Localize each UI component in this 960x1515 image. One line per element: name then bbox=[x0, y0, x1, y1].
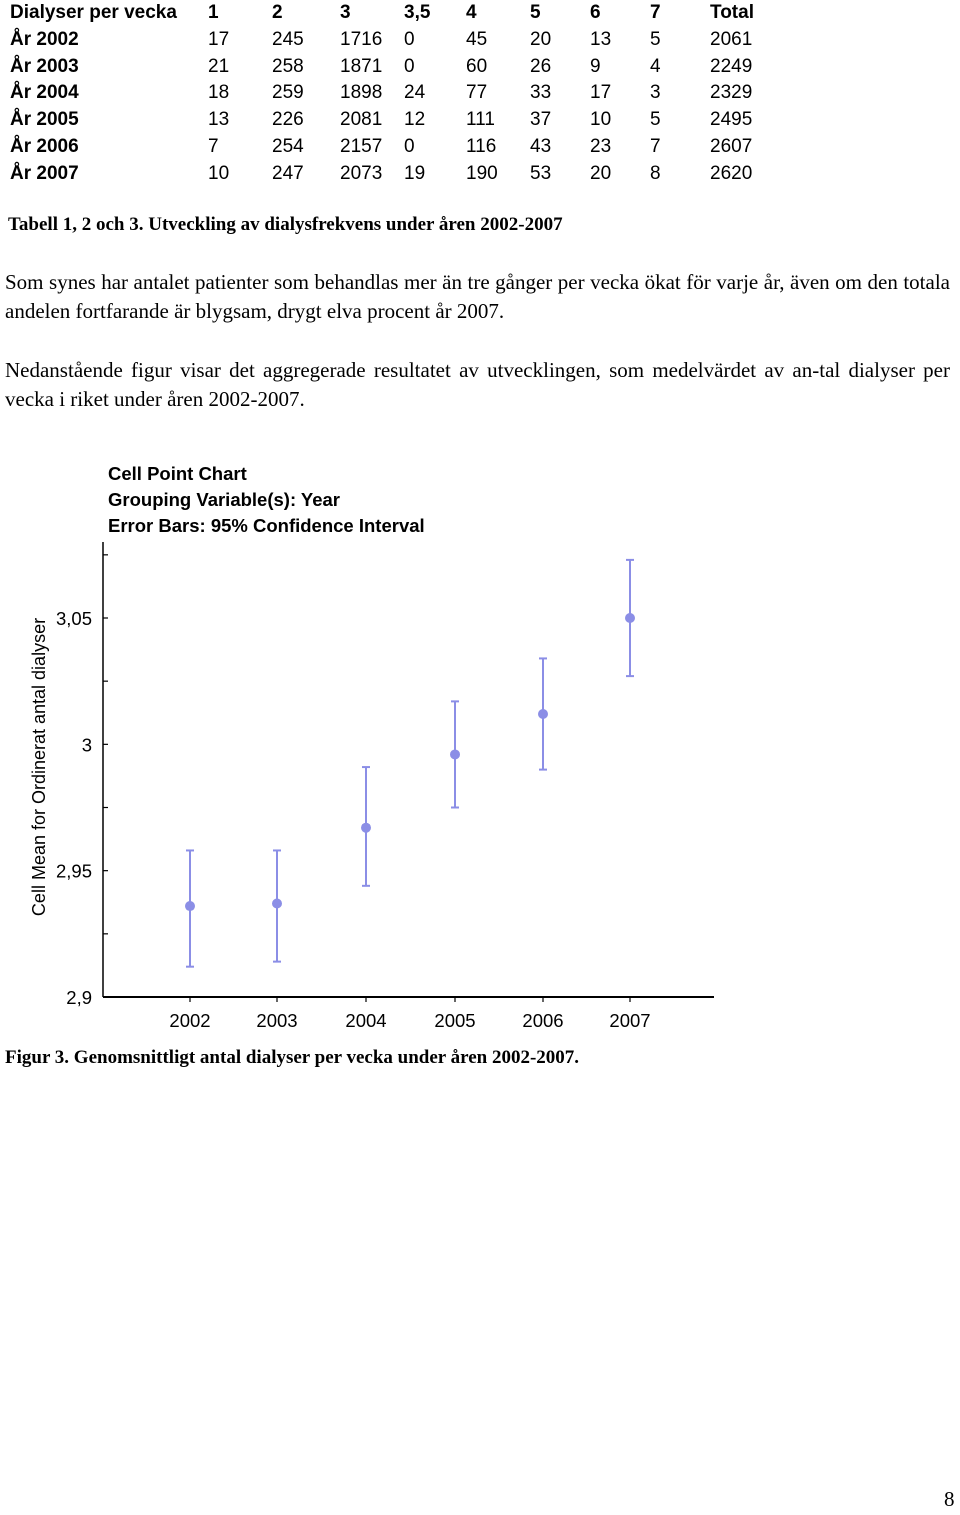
table-header-cell: 5 bbox=[530, 2, 541, 23]
table-cell: 7 bbox=[650, 135, 661, 157]
figure-caption: Figur 3. Genomsnittligt antal dialyser per vecka under åren 2002-2007. bbox=[5, 1047, 580, 1068]
page-number: 8 bbox=[944, 1487, 955, 1511]
table-cell: 13 bbox=[590, 28, 612, 50]
table-cell: 26 bbox=[530, 55, 552, 77]
table-cell: 190 bbox=[466, 162, 498, 184]
table-row bbox=[10, 27, 780, 54]
table-cell: 2620 bbox=[710, 162, 753, 184]
x-tick-label: 2003 bbox=[256, 1010, 298, 1031]
table-cell: 33 bbox=[530, 82, 552, 104]
table-cell: 19 bbox=[404, 162, 426, 184]
table-cell: 21 bbox=[208, 55, 230, 77]
table-row bbox=[10, 161, 780, 188]
data-points bbox=[185, 613, 635, 911]
table-cell: 20 bbox=[530, 28, 552, 50]
table-cell: 2249 bbox=[710, 55, 753, 77]
x-axis bbox=[103, 997, 714, 1031]
table-cell: 1898 bbox=[340, 82, 383, 104]
table-row bbox=[10, 54, 780, 81]
x-tick-label: 2005 bbox=[434, 1010, 476, 1031]
error-bars bbox=[186, 560, 634, 967]
table-header-cell: 3,5 bbox=[404, 2, 431, 23]
row-year-label: År 2006 bbox=[10, 135, 79, 157]
table-header-cell: 2 bbox=[272, 2, 283, 23]
mean-point bbox=[538, 709, 548, 719]
table-cell: 0 bbox=[404, 135, 415, 157]
table-cell: 5 bbox=[650, 109, 661, 131]
table-cell: 4 bbox=[650, 55, 661, 77]
table-cell: 2607 bbox=[710, 135, 753, 157]
table-header-row bbox=[10, 0, 780, 27]
table-cell: 7 bbox=[208, 135, 219, 157]
table-cell: 37 bbox=[530, 109, 552, 131]
table-cell: 60 bbox=[466, 55, 488, 77]
table-cell: 2157 bbox=[340, 135, 383, 157]
row-year-label: År 2002 bbox=[10, 28, 79, 50]
table-cell: 254 bbox=[272, 135, 304, 157]
table-cell: 23 bbox=[590, 135, 612, 157]
row-year-label: År 2005 bbox=[10, 109, 79, 131]
x-tick-label: 2002 bbox=[169, 1010, 211, 1031]
table-cell: 1871 bbox=[340, 55, 383, 77]
mean-point bbox=[272, 899, 282, 909]
y-axis bbox=[56, 542, 108, 1008]
chart-title bbox=[108, 463, 425, 536]
chart-title-line: Grouping Variable(s): Year bbox=[108, 489, 341, 510]
table-header-cell: Total bbox=[710, 2, 754, 23]
table-cell: 245 bbox=[272, 28, 304, 50]
mean-point bbox=[185, 901, 195, 911]
table-cell: 12 bbox=[404, 109, 426, 131]
x-tick-label: 2006 bbox=[522, 1010, 564, 1031]
row-year-label: År 2003 bbox=[10, 55, 79, 77]
table-cell: 17 bbox=[590, 82, 612, 104]
table-header-cell: 4 bbox=[466, 2, 477, 23]
table-row bbox=[10, 107, 780, 134]
table-cell: 1716 bbox=[340, 28, 383, 50]
table-cell: 17 bbox=[208, 28, 230, 50]
paragraph-growth: Som synes har antalet patienter som behandlas mer än tre gånger per vecka ökat för varje år, även om den totala andelen fortfarande är blygsam, drygt elva procent år 2007. bbox=[5, 270, 950, 323]
table-row bbox=[10, 80, 780, 107]
table-cell: 10 bbox=[590, 109, 612, 131]
mean-point bbox=[450, 749, 460, 759]
table-header-cell: 6 bbox=[590, 2, 601, 23]
table-cell: 24 bbox=[404, 82, 426, 104]
table-cell: 111 bbox=[466, 109, 495, 131]
table-cell: 2081 bbox=[340, 109, 383, 131]
table-cell: 2073 bbox=[340, 162, 383, 184]
chart-title-line: Cell Point Chart bbox=[108, 463, 247, 484]
table-header-cell: 1 bbox=[208, 2, 219, 23]
table-cell: 2329 bbox=[710, 82, 753, 104]
y-tick-label: 2,95 bbox=[55, 860, 92, 882]
mean-point bbox=[625, 613, 635, 623]
table-cell: 20 bbox=[590, 162, 612, 184]
table-cell: 8 bbox=[650, 162, 661, 184]
table-header-cell: 7 bbox=[650, 2, 661, 23]
table-cell: 13 bbox=[208, 109, 230, 131]
table-cell: 116 bbox=[466, 135, 497, 157]
table-cell: 43 bbox=[530, 135, 552, 157]
table-header-cell: 3 bbox=[340, 2, 351, 23]
table-cell: 77 bbox=[466, 82, 488, 104]
y-tick-label: 3,05 bbox=[55, 608, 92, 629]
table-cell: 9 bbox=[590, 55, 601, 77]
dialysis-frequency-table bbox=[10, 0, 780, 188]
table-row bbox=[10, 134, 780, 161]
mean-point bbox=[361, 823, 371, 833]
table-cell: 10 bbox=[208, 162, 230, 184]
table-cell: 247 bbox=[272, 162, 304, 184]
y-tick-label: 2,9 bbox=[66, 987, 92, 1008]
x-tick-label: 2007 bbox=[609, 1010, 651, 1031]
table-cell: 258 bbox=[272, 55, 304, 77]
table-cell: 18 bbox=[208, 82, 230, 104]
chart-title-line: Error Bars: 95% Confidence Interval bbox=[108, 515, 425, 536]
row-year-label: År 2007 bbox=[10, 162, 79, 184]
table-header-label: Dialyser per vecka bbox=[10, 2, 177, 23]
table-cell: 226 bbox=[272, 109, 304, 131]
x-tick-label: 2004 bbox=[345, 1010, 387, 1031]
y-tick-label: 3 bbox=[81, 734, 92, 756]
table-cell: 0 bbox=[404, 28, 415, 50]
table-cell: 2495 bbox=[710, 109, 753, 131]
table-cell: 0 bbox=[404, 55, 415, 77]
table-cell: 259 bbox=[272, 82, 304, 104]
row-year-label: År 2004 bbox=[10, 82, 79, 104]
paragraph-figure-intro: Nedanstående figur visar det aggregerade resultatet av utvecklingen, som medelvärdet av an-tal dialyser per vecka i riket under åren 2002-2007. bbox=[5, 358, 950, 411]
table-cell: 3 bbox=[650, 82, 661, 104]
table-caption: Tabell 1, 2 och 3. Utveckling av dialysfrekvens under åren 2002-2007 bbox=[8, 214, 563, 235]
table-cell: 45 bbox=[466, 28, 488, 50]
table-cell: 53 bbox=[530, 162, 552, 184]
table-cell: 2061 bbox=[710, 28, 753, 50]
table-cell: 5 bbox=[650, 28, 661, 50]
y-axis-label: Cell Mean for Ordinerat antal dialyser bbox=[29, 617, 49, 917]
cell-point-chart bbox=[0, 455, 960, 1045]
